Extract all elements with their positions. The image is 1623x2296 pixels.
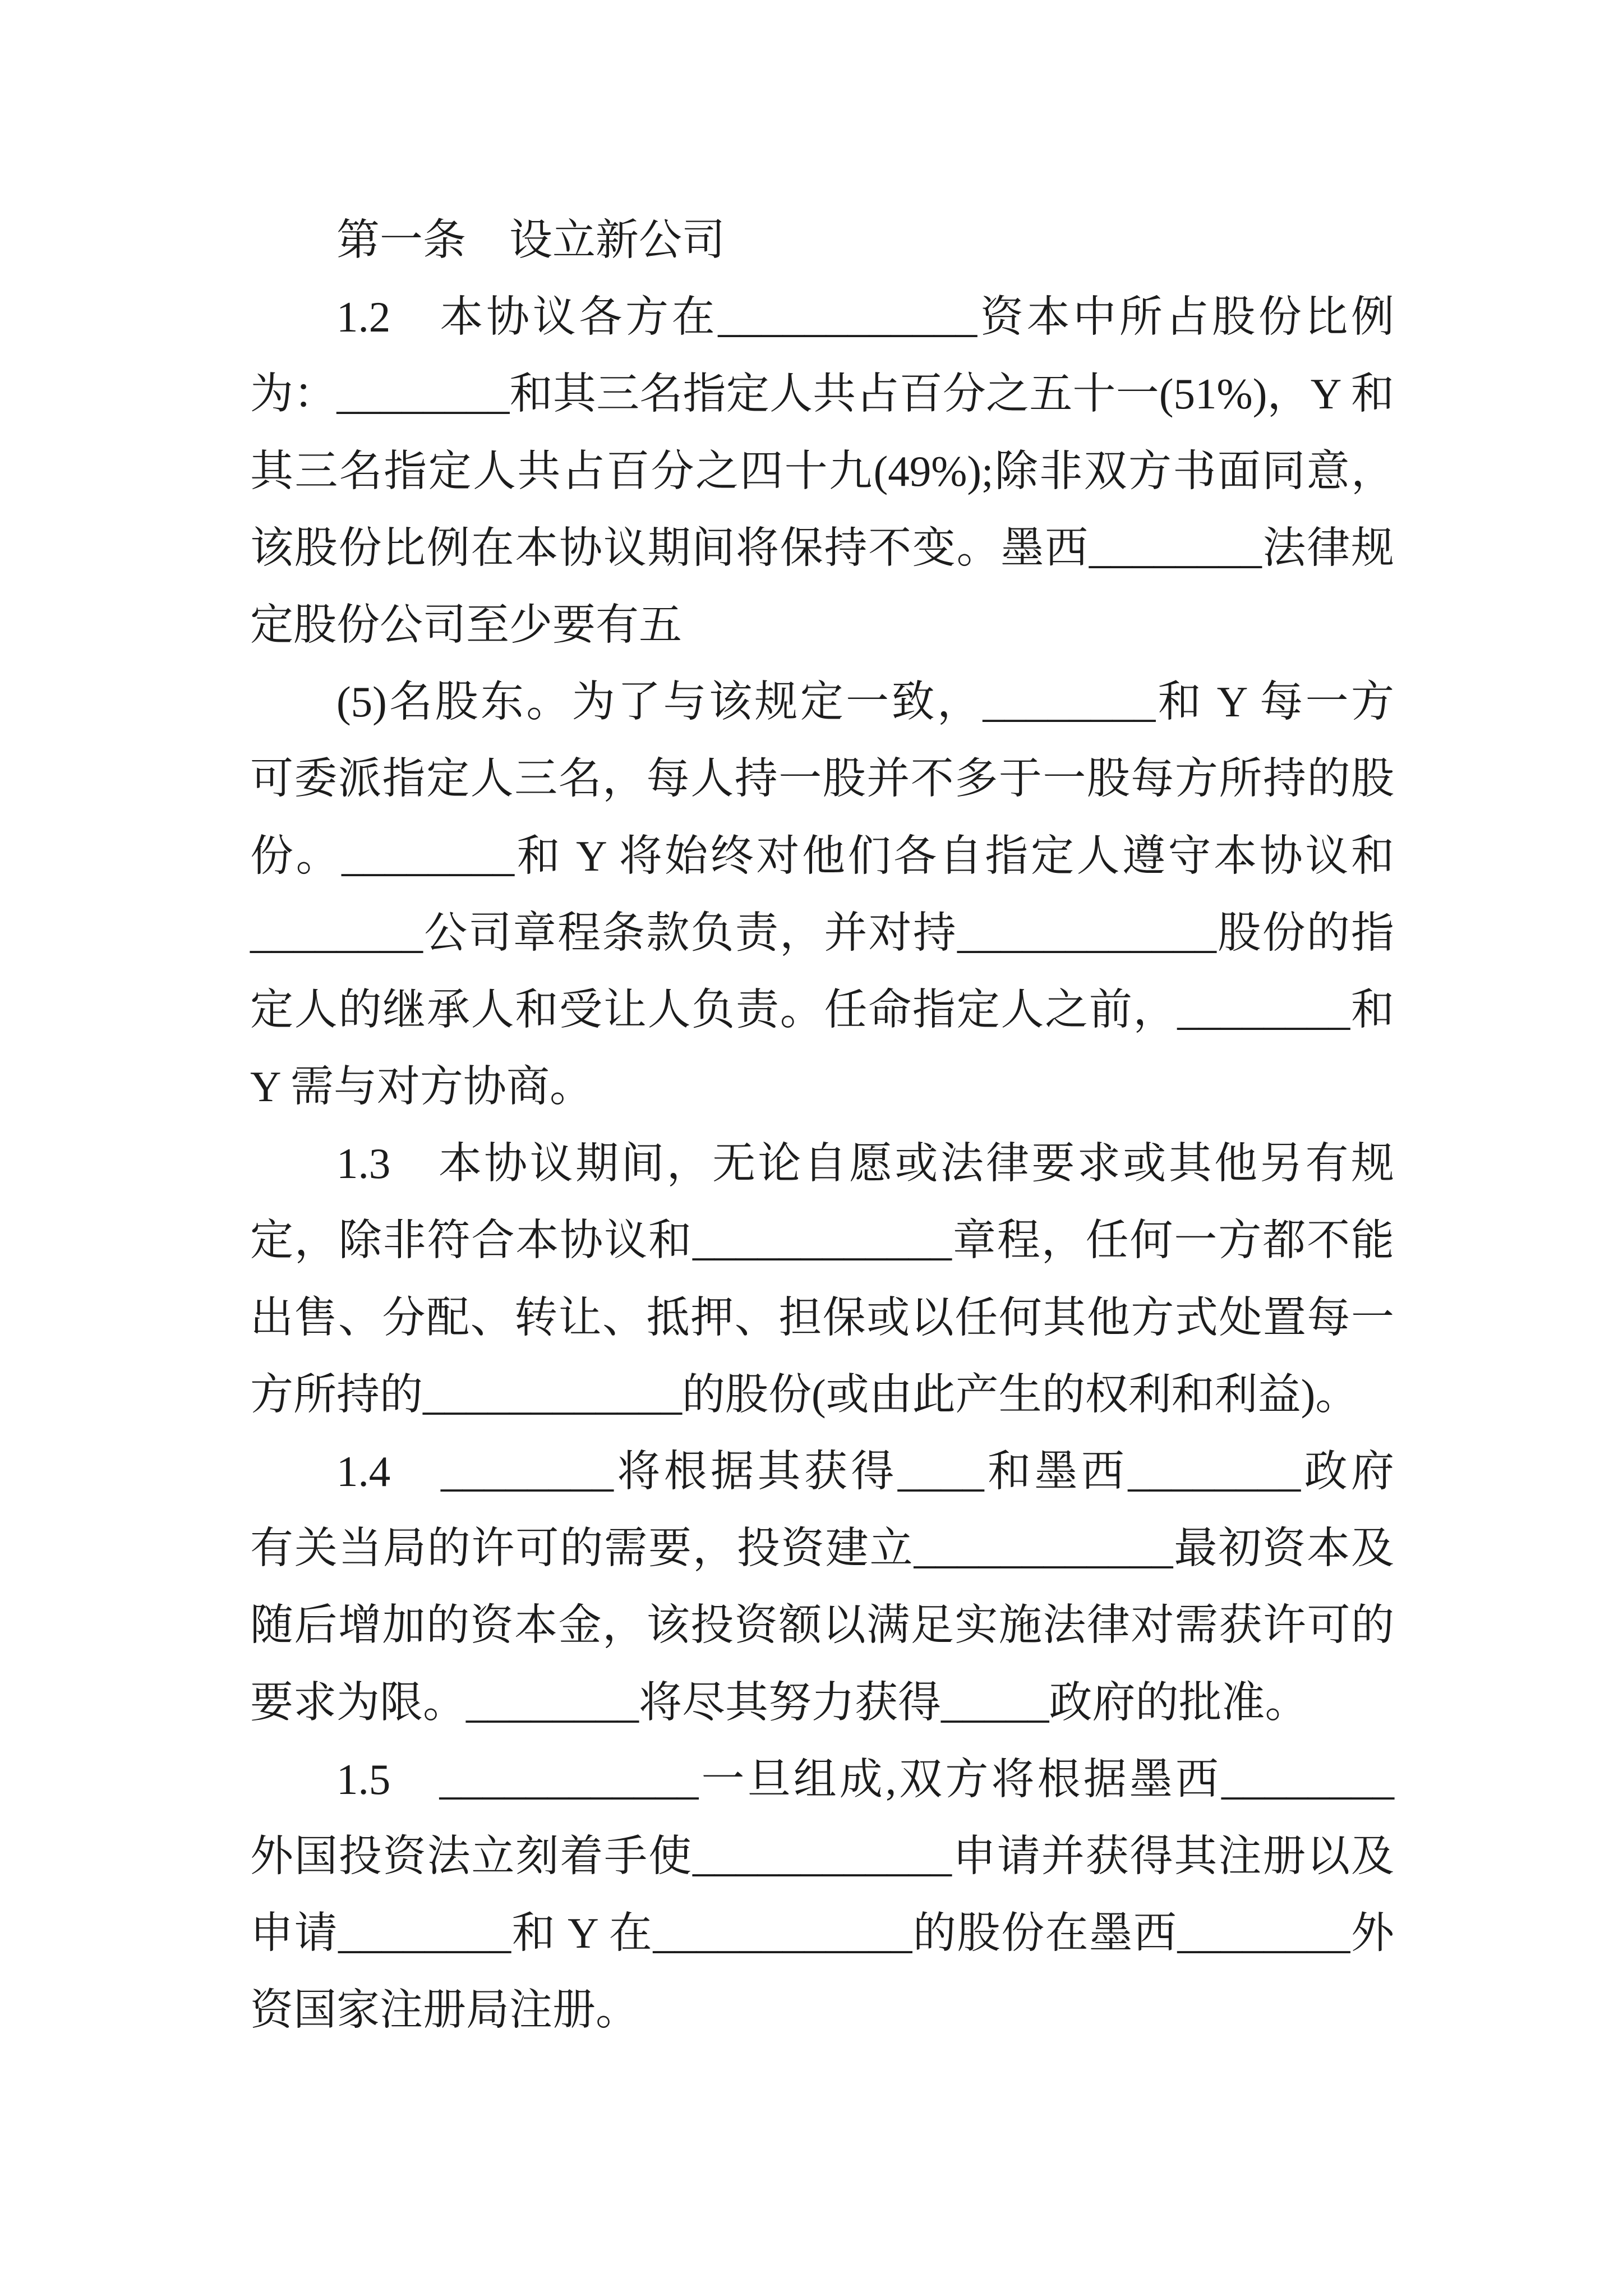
text-line: 其三名指定人共占百分之四十九(49%);除非双方书面同意，	[250, 447, 1394, 495]
clause-1-2-continued	[250, 664, 1394, 1125]
text-line: (5)名股东。为了与该规定一致，________和 Y 每一方	[336, 678, 1394, 726]
text-line: 出售、分配、转让、抵押、担保或以任何其他方式处置每一	[250, 1293, 1394, 1342]
text-line: 1.2 本协议各方在____________资本中所占股份比例	[336, 293, 1394, 342]
text-line: 该股份比例在本协议期间将保持不变。墨西________法律规	[250, 523, 1394, 572]
text-line: 要求为限。________将尽其努力获得_____政府的批准。	[250, 1678, 1308, 1727]
text-line: 定，除非符合本协议和____________章程，任何一方都不能	[250, 1216, 1394, 1265]
clause-1-2	[250, 279, 1394, 664]
clause-1-3	[250, 1125, 1394, 1433]
text-line: 为：________和其三名指定人共占百分之五十一(51%)，Y 和	[250, 370, 1394, 418]
text-line: 有关当局的许可的需要，投资建立____________最初资本及	[250, 1524, 1394, 1573]
clause-1-5	[250, 1741, 1394, 2049]
text-line: 1.4 ________将根据其获得____和墨西________政府	[336, 1447, 1394, 1496]
text-line: 资国家注册局注册。	[250, 1986, 639, 2035]
text-line: 定股份公司至少要有五	[250, 600, 682, 649]
article-1-heading	[250, 202, 1394, 279]
text-line: Y 需与对方协商。	[250, 1062, 593, 1111]
document-body	[250, 202, 1394, 2049]
article-heading-line: 第一条 设立新公司	[336, 216, 725, 264]
text-line: 1.5 ____________一旦组成,双方将根据墨西________	[336, 1755, 1394, 1803]
text-line: 1.3 本协议期间，无论自愿或法律要求或其他另有规	[336, 1139, 1394, 1188]
text-line: 份。________和 Y 将始终对他们各自指定人遵守本协议和	[250, 831, 1394, 880]
text-line: 方所持的____________的股份(或由此产生的权利和利益)。	[250, 1370, 1359, 1419]
text-line: 可委派指定人三名，每人持一股并不多于一股每方所持的股	[250, 754, 1394, 803]
text-line: 定人的继承人和受让人负责。任命指定人之前，________和	[250, 985, 1394, 1034]
text-line: ________公司章程条款负责，并对持____________股份的指	[250, 908, 1394, 957]
text-line: 随后增加的资本金，该投资额以满足实施法律对需获许可的	[250, 1601, 1394, 1650]
text-line: 外国投资法立刻着手使____________申请并获得其注册以及	[250, 1832, 1394, 1880]
clause-1-4	[250, 1433, 1394, 1741]
text-line: 申请________和 Y 在____________的股份在墨西________外	[250, 1909, 1394, 1958]
